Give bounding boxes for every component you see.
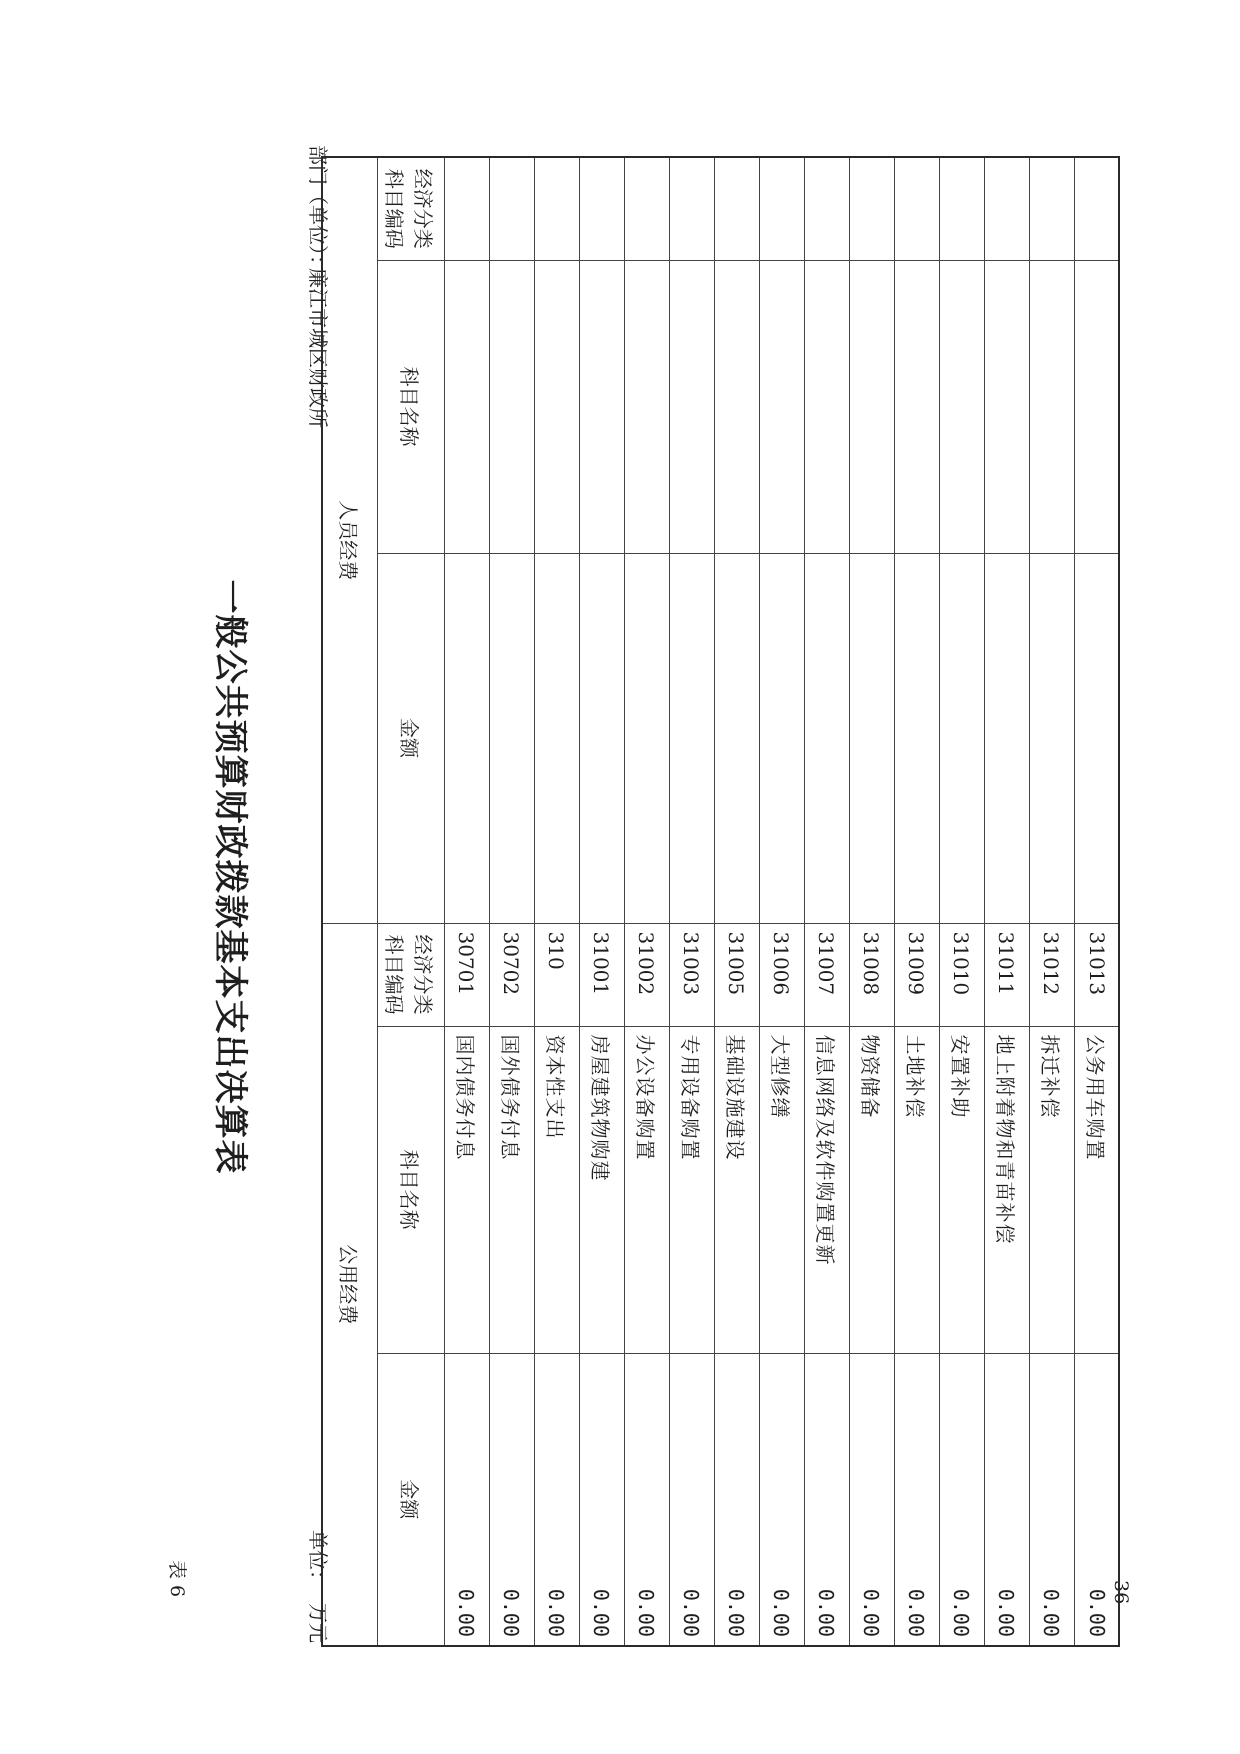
group-public-header: 公用经费 [322, 923, 377, 1646]
personnel-name-cell [714, 260, 759, 553]
public-code-cell: 31001 [579, 923, 624, 1026]
public-amount-cell: 0.00 [1029, 1353, 1074, 1646]
public-amount-cell: 0.00 [939, 1353, 984, 1646]
personnel-code-cell [534, 157, 579, 260]
public-code-cell: 31008 [849, 923, 894, 1026]
page-title: 一般公共预算财政拨款基本支出决算表 [210, 579, 250, 1175]
personnel-name-cell [894, 260, 939, 553]
personnel-code-cell [1074, 157, 1119, 260]
public-name-cell: 国外债务付息 [489, 1026, 534, 1353]
table-row [714, 157, 759, 1646]
public-name-cell: 拆迁补偿 [1029, 1026, 1074, 1353]
personnel-amount-cell [669, 553, 714, 923]
public-code-cell: 31013 [1074, 923, 1119, 1026]
personnel-code-cell [579, 157, 624, 260]
public-amount-cell: 0.00 [894, 1353, 939, 1646]
public-amount-cell: 0.00 [579, 1353, 624, 1646]
personnel-name-cell [489, 260, 534, 553]
personnel-amount-cell [444, 553, 489, 923]
public-code-cell: 31009 [894, 923, 939, 1026]
personnel-name-cell [984, 260, 1029, 553]
table-row [444, 157, 489, 1646]
personnel-name-cell [1074, 260, 1119, 553]
table-row [1074, 157, 1119, 1646]
public-code-cell: 31006 [759, 923, 804, 1026]
personnel-code-cell [894, 157, 939, 260]
table-row [804, 157, 849, 1646]
unit-label: 单位： [306, 1530, 330, 1590]
table-row [489, 157, 534, 1646]
public-amount-cell: 0.00 [804, 1353, 849, 1646]
public-name-cell: 物资储备 [849, 1026, 894, 1353]
personnel-name-cell [939, 260, 984, 553]
public-name-cell: 土地补偿 [894, 1026, 939, 1353]
department-value: 廉江市城区财政所 [306, 268, 330, 428]
personnel-amount-cell [489, 553, 534, 923]
personnel-code-cell [489, 157, 534, 260]
personnel-amount-cell [939, 553, 984, 923]
personnel-name-cell [669, 260, 714, 553]
public-code-cell: 30701 [444, 923, 489, 1026]
table-row [1029, 157, 1074, 1646]
public-code-cell: 31005 [714, 923, 759, 1026]
public-amount-cell: 0.00 [714, 1353, 759, 1646]
table-row [759, 157, 804, 1646]
table-body [444, 157, 1119, 1646]
personnel-amount-cell [759, 553, 804, 923]
table-row [534, 157, 579, 1646]
public-code-cell: 31007 [804, 923, 849, 1026]
public-amount-cell: 0.00 [534, 1353, 579, 1646]
personnel-code-cell [984, 157, 1029, 260]
personnel-name-cell [849, 260, 894, 553]
public-name-cell: 安置补助 [939, 1026, 984, 1353]
personnel-name-cell [804, 260, 849, 553]
personnel-name-cell [579, 260, 624, 553]
public-code-cell: 30702 [489, 923, 534, 1026]
personnel-code-cell [714, 157, 759, 260]
public-amount-cell: 0.00 [444, 1353, 489, 1646]
public-amount-cell: 0.00 [669, 1353, 714, 1646]
personnel-amount-cell [579, 553, 624, 923]
unit-value: 万元 [306, 1603, 330, 1643]
personnel-amount-cell [1029, 553, 1074, 923]
col-name-header: 科目名称 [377, 260, 444, 553]
department-label: 部门（单位）： [306, 145, 330, 275]
table-row [624, 157, 669, 1646]
table-row [669, 157, 714, 1646]
table-row [579, 157, 624, 1646]
public-code-cell: 310 [534, 923, 579, 1026]
public-amount-cell: 0.00 [489, 1353, 534, 1646]
personnel-code-cell [444, 157, 489, 260]
personnel-code-cell [804, 157, 849, 260]
personnel-code-cell [669, 157, 714, 260]
personnel-amount-cell [894, 553, 939, 923]
personnel-name-cell [624, 260, 669, 553]
col-code-header: 经济分类科目编码 [377, 157, 444, 260]
personnel-amount-cell [714, 553, 759, 923]
personnel-code-cell [624, 157, 669, 260]
table-row [984, 157, 1029, 1646]
personnel-code-cell [939, 157, 984, 260]
public-name-cell: 大型修缮 [759, 1026, 804, 1353]
col-amount-header: 金额 [377, 1353, 444, 1646]
public-name-cell: 基础设施建设 [714, 1026, 759, 1353]
public-name-cell: 公务用车购置 [1074, 1026, 1119, 1353]
col-name-header: 科目名称 [377, 1026, 444, 1353]
public-amount-cell: 0.00 [759, 1353, 804, 1646]
public-code-cell: 31002 [624, 923, 669, 1026]
public-amount-cell: 0.00 [1074, 1353, 1119, 1646]
public-code-cell: 31010 [939, 923, 984, 1026]
table-number: 表 6 [166, 1560, 188, 1598]
personnel-name-cell [1029, 260, 1074, 553]
public-name-cell: 专用设备购置 [669, 1026, 714, 1353]
public-amount-cell: 0.00 [984, 1353, 1029, 1646]
personnel-amount-cell [849, 553, 894, 923]
public-name-cell: 办公设备购置 [624, 1026, 669, 1353]
public-amount-cell: 0.00 [849, 1353, 894, 1646]
personnel-name-cell [444, 260, 489, 553]
public-amount-cell: 0.00 [624, 1353, 669, 1646]
personnel-amount-cell [624, 553, 669, 923]
personnel-amount-cell [804, 553, 849, 923]
personnel-amount-cell [984, 553, 1029, 923]
group-personnel-header: 人员经费 [322, 157, 377, 923]
personnel-amount-cell [534, 553, 579, 923]
personnel-code-cell [759, 157, 804, 260]
table-row [939, 157, 984, 1646]
expenditure-table [321, 156, 1120, 1645]
col-amount-header: 金额 [377, 553, 444, 923]
public-code-cell: 31003 [669, 923, 714, 1026]
table-row [894, 157, 939, 1646]
public-code-cell: 31011 [984, 923, 1029, 1026]
public-name-cell: 信息网络及软件购置更新 [804, 1026, 849, 1353]
table-row [849, 157, 894, 1646]
public-name-cell: 国内债务付息 [444, 1026, 489, 1353]
personnel-name-cell [534, 260, 579, 553]
personnel-name-cell [759, 260, 804, 553]
col-code-header: 经济分类科目编码 [377, 923, 444, 1026]
public-name-cell: 房屋建筑物购建 [579, 1026, 624, 1353]
personnel-code-cell [849, 157, 894, 260]
personnel-amount-cell [1074, 553, 1119, 923]
page-number: 36 [1110, 1580, 1132, 1605]
public-name-cell: 资本性支出 [534, 1026, 579, 1353]
public-name-cell: 地上附着物和青苗补偿 [984, 1026, 1029, 1353]
public-code-cell: 31012 [1029, 923, 1074, 1026]
personnel-code-cell [1029, 157, 1074, 260]
